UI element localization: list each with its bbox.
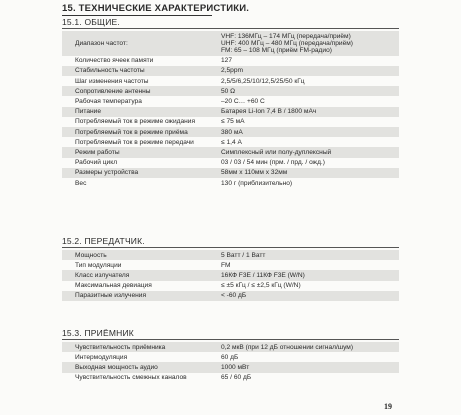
section-title-receiver: 15.3. ПРИЁМНИК bbox=[62, 328, 134, 338]
spec-key: Шаг изменения частоты bbox=[62, 76, 219, 86]
table-row bbox=[62, 147, 399, 157]
page-title: 15. ТЕХНИЧЕСКИЕ ХАРАКТЕРИСТИКИ. bbox=[62, 3, 250, 14]
spec-table-general bbox=[62, 31, 399, 188]
table-row bbox=[62, 96, 399, 106]
spec-table-transmitter bbox=[62, 250, 399, 301]
table-row bbox=[62, 86, 399, 96]
spec-value-line: UHF: 400 МГц – 480 МГц (передача/приём) bbox=[221, 39, 353, 47]
spec-key: Рабочий цикл bbox=[62, 158, 219, 168]
spec-value: 380 мА bbox=[219, 127, 399, 137]
spec-key: Потребляемый ток в режиме ожидания bbox=[62, 117, 219, 127]
spec-key: Стабильность частоты bbox=[62, 66, 219, 76]
spec-key: Чувствительность смежных каналов bbox=[62, 373, 219, 383]
table-row bbox=[62, 76, 399, 86]
table-row bbox=[62, 31, 399, 56]
spec-value: 65 / 60 дБ bbox=[219, 373, 399, 383]
table-row bbox=[62, 56, 399, 66]
spec-key: Выходная мощность аудио bbox=[62, 362, 219, 372]
spec-key: Максимальная девиация bbox=[62, 281, 219, 291]
table-row bbox=[62, 117, 399, 127]
spec-key: Потребляемый ток в режиме приёма bbox=[62, 127, 219, 137]
table-row bbox=[62, 342, 399, 352]
spec-key: Класс излучателя bbox=[62, 270, 219, 280]
table-row bbox=[62, 107, 399, 117]
page-number: 19 bbox=[384, 402, 392, 411]
spec-value: < -60 дБ bbox=[219, 291, 399, 301]
table-row bbox=[62, 66, 399, 76]
table-row bbox=[62, 127, 399, 137]
table-row bbox=[62, 362, 399, 372]
spec-value: –20 С… +60 С bbox=[219, 96, 399, 106]
spec-value: 60 дБ bbox=[219, 352, 399, 362]
spec-key: Паразитные излучения bbox=[62, 291, 219, 301]
table-row bbox=[62, 373, 399, 383]
spec-value: 2,5ppm bbox=[219, 66, 399, 76]
spec-value: ≤ 75 мА bbox=[219, 117, 399, 127]
spec-value: 03 / 03 / 54 мин (прм. / прд. / ожд.) bbox=[219, 158, 399, 168]
spec-value: ≤ 1,4 А bbox=[219, 137, 399, 147]
section-rule-receiver bbox=[62, 339, 399, 340]
spec-value: 127 bbox=[219, 56, 399, 66]
section-rule-transmitter bbox=[62, 247, 399, 248]
title-underline bbox=[62, 15, 212, 16]
table-row bbox=[62, 291, 399, 301]
table-row bbox=[62, 352, 399, 362]
spec-key: Вес bbox=[62, 178, 219, 188]
spec-value: 2,5/5/6,25/10/12,5/25/50 кГц bbox=[219, 76, 399, 86]
spec-value: ≤ ±5 кГц / ≤ ±2,5 кГц (W/N) bbox=[219, 281, 399, 291]
table-row bbox=[62, 270, 399, 280]
spec-key: Питание bbox=[62, 107, 219, 117]
spec-key: Сопротивление антенны bbox=[62, 86, 219, 96]
table-row bbox=[62, 137, 399, 147]
spec-key: Рабочая температура bbox=[62, 96, 219, 106]
table-row bbox=[62, 250, 399, 260]
spec-key: Количество ячеек памяти bbox=[62, 56, 219, 66]
spec-key: Размеры устройства bbox=[62, 168, 219, 178]
spec-value: Батарея Li-Ion 7,4 В / 1800 мАч bbox=[219, 107, 399, 117]
spec-key: Мощность bbox=[62, 250, 219, 260]
table-row bbox=[62, 260, 399, 270]
spec-key: Тип модуляции bbox=[62, 260, 219, 270]
spec-table-receiver bbox=[62, 342, 399, 383]
spec-value: 16КФ F3E / 11КФ F3E (W/N) bbox=[219, 270, 399, 280]
spec-value: 1000 мВт bbox=[219, 362, 399, 372]
spec-value: FM bbox=[219, 260, 399, 270]
section-title-general: 15.1. ОБЩИЕ. bbox=[62, 17, 120, 27]
table-row bbox=[62, 168, 399, 178]
spec-value: 58мм x 110мм x 32мм bbox=[219, 168, 399, 178]
section-rule-general bbox=[62, 28, 399, 29]
spec-value: 50 Ω bbox=[219, 86, 399, 96]
spec-value: 0,2 мкВ (при 12 дБ отношении сигнал/шум) bbox=[219, 342, 399, 352]
spec-key: Режим работы bbox=[62, 147, 219, 157]
spec-value: 5 Ватт / 1 Ватт bbox=[219, 250, 399, 260]
table-row bbox=[62, 178, 399, 188]
table-row bbox=[62, 281, 399, 291]
spec-value-line: FM: 65 – 108 МГц (приём FM-радио) bbox=[221, 46, 332, 54]
spec-key: Интермодуляция bbox=[62, 352, 219, 362]
section-title-transmitter: 15.2. ПЕРЕДАТЧИК. bbox=[62, 236, 145, 246]
spec-value: Симплексный или полу-дуплексный bbox=[219, 147, 399, 157]
spec-key: Чувствительность приёмника bbox=[62, 342, 219, 352]
table-row bbox=[62, 158, 399, 168]
spec-key: Диапазон частот: bbox=[62, 31, 219, 56]
spec-value: 130 г (приблизительно) bbox=[219, 178, 399, 188]
spec-value bbox=[219, 31, 399, 56]
spec-key: Потребляемый ток в режиме передачи bbox=[62, 137, 219, 147]
spec-value-line: VHF: 136МГц – 174 МГц (передача/приём) bbox=[221, 32, 351, 40]
